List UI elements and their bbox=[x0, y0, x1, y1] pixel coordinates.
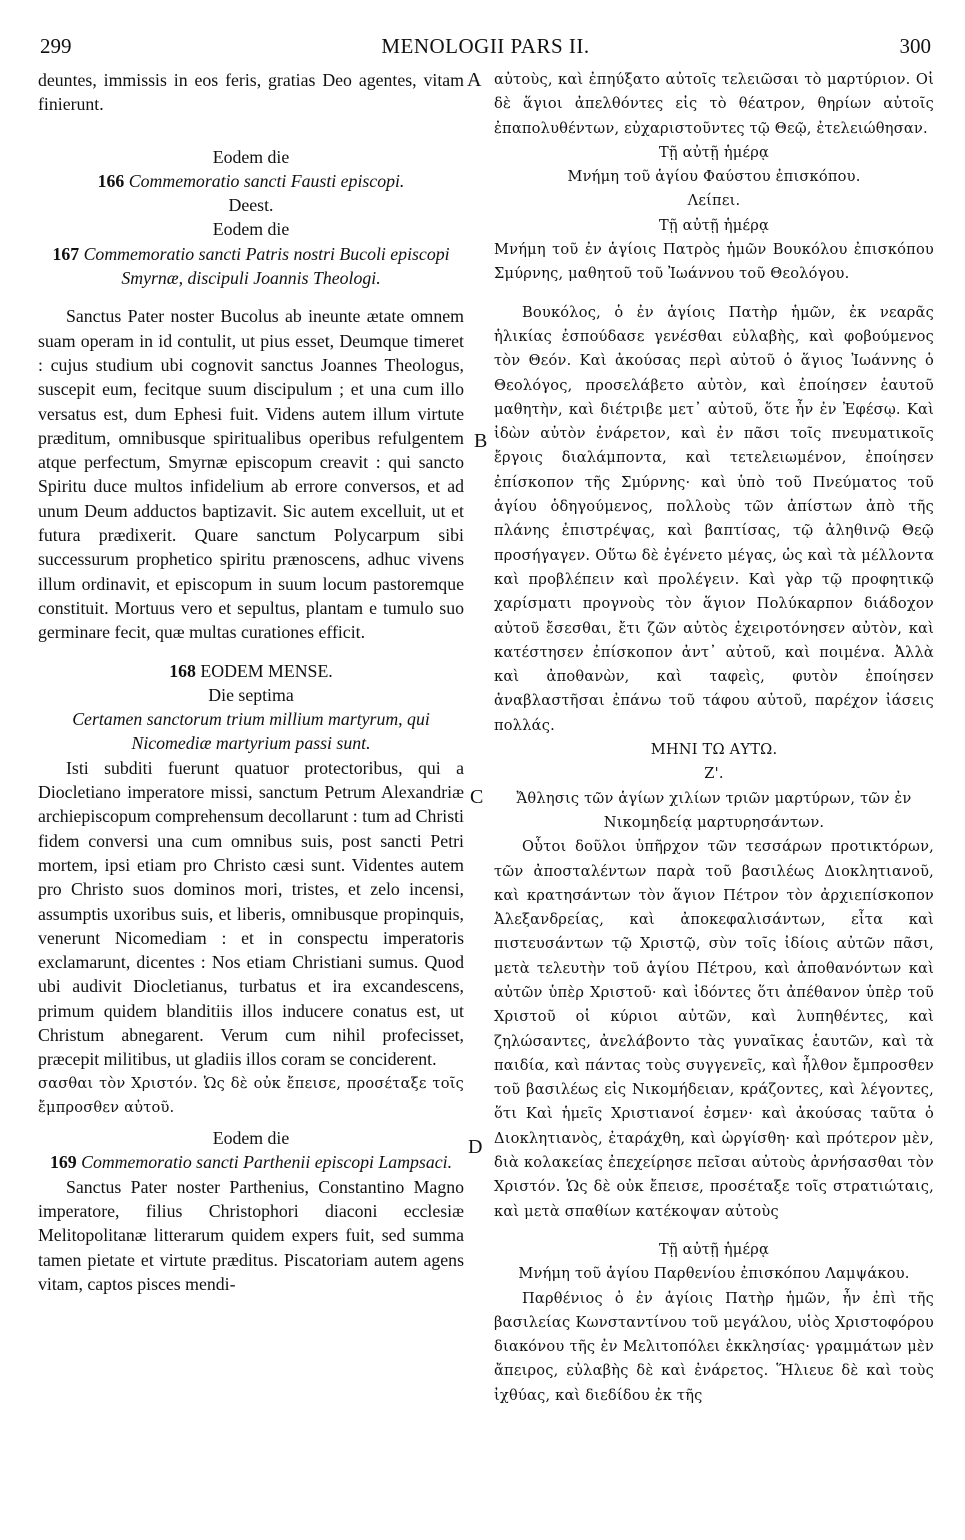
latin-167-text: Sanctus Pater noster Bucolus ab ineunte ætate omnem suam operam in id contulit, ut pius esset, Deumque timeret : cujus studium ubi cognovit sanctus Joannes Theologus, suscepit eum, fecitque suum discipulum ; et una cum illo versatus est, dum Ephesi fuit. Videns autem illum virtute præditum, omnibusque spiritualibus operibus refulgentem atque perfectum, Smyrnæ episcopum creavit : qui sancto Spiritu duce multos infidelium ab errore conversos, et ad unum Deum adductos baptizavit. Sic autem excelluit, ut et futura prædixerit. Quare sanctum Polycarpum sibi successurum prophetico spiritu prænoscens, adhuc vivens illum ordinavit, et episcopum in suum locum pastoremque constituit. Mortuus vero et sepultus, plantam e tumulo suo germinare fecit, quæ multas curationes efficit. bbox=[38, 306, 464, 643]
latin-166-day: Eodem die bbox=[212, 146, 290, 167]
latin-column bbox=[38, 68, 464, 1296]
latin-166-heading bbox=[38, 169, 464, 193]
greek-169-day: Τῇ αὐτῇ ἡμέρᾳ bbox=[658, 1240, 770, 1258]
latin-169-text: Sanctus Pater noster Parthenius, Constantino Magno imperatore, filius Christophori diaconi ecclesiæ Melitopolitanæ litterarum quidem expers fuit, sed summa tamen pietate et virtute præditus. Piscatoriam autem agens vitam, captos pisces mendi- bbox=[38, 1176, 464, 1294]
entry-number-167: 167 bbox=[52, 243, 80, 264]
latin-167-heading bbox=[38, 242, 464, 291]
latin-167-day: Eodem die bbox=[212, 219, 290, 240]
greek-168-text: Οὗτοι δοῦλοι ὑπῆρχον τῶν τεσσάρων προτικτόρων, τῶν ἀποσταλέντων παρὰ τοῦ βασιλέως Διοκλητιανοῦ, καὶ κρατησάντων τὸν ἅγιον Πέτρον τὸν ἀρχιεπίσκοπον Ἀλεξανδρείας, καὶ ἀποκεφαλισάντων, εἶτα καὶ πιστευσάντων τῷ Χριστῷ, σὺν τοῖς ἰδίοις αὐτῶν πᾶσι, μετὰ τελευτὴν τοῦ ἁγίου Πέτρου, καὶ ἀποθανόντων καὶ αὐτῶν ὑπὲρ Χριστοῦ· καὶ ἰδόντες ὅτι ἀπέθανον ὑπὲρ τοῦ Χριστοῦ οἱ κύριοι αὐτῶν, καὶ λυπηθέντες, καὶ ζηλώσαντες, ἀνελάβοντο τὰς γυναῖκας ἑαυτῶν, καὶ τὰ παιδία, καὶ πάντας τοὺς συγγενεῖς, καὶ ἦλθον ἔμπροσθεν τοῦ βασιλέως εἰς Νικομήδειαν, κράζοντες, καὶ λέγοντες, ὅτι Καὶ ἡμεῖς Χριστιανοί ἐσμεν· καὶ ἀκούσας ταῦτα ὁ Διοκλητιανὸς, ἐταράχθη, καὶ ὠργίσθη· καὶ πρότερον μὲν, διὰ κολακείας ἐπεχείρησε πεῖσαι αὐτοὺς ἀρνήσασθαι τὸν Χριστόν. Ὡς δὲ οὐκ ἔπεισε, προσέταξε τοῖς στρατιώταις, καὶ μετὰ σπαθίων κατέκοψαν αὐτοὺς bbox=[494, 838, 934, 1220]
greek-166-day: Τῇ αὐτῇ ἡμέρᾳ bbox=[658, 143, 770, 161]
margin-marker-c: C bbox=[470, 786, 484, 808]
margin-marker-a: A bbox=[467, 69, 482, 91]
latin-168-day: Die septima bbox=[208, 684, 294, 705]
latin-168-title: Certamen sanctorum trium millium martyrum, qui Nicomediæ martyrium passi sunt. bbox=[72, 709, 430, 754]
greek-167-day: Τῇ αὐτῇ ἡμέρᾳ bbox=[658, 216, 770, 234]
greek-spill-line: σασθαι τὸν Χριστόν. Ὡς δὲ οὐκ ἔπεισε, προσέταξε τοῖς ἔμπροσθεν αὐτοῦ. bbox=[38, 1074, 464, 1116]
greek-167-title: Μνήμη τοῦ ἐν ἁγίοις Πατρὸς ἡμῶν Βουκόλου ἐπισκόπου Σμύρνης, μαθητοῦ τοῦ Ἰωάννου τοῦ Θεολόγου. bbox=[494, 241, 934, 283]
latin-168-month: EODEM MENSE. bbox=[200, 660, 333, 681]
greek-168-title: Ἄθλησις τῶν ἁγίων χιλίων τριῶν μαρτύρων, τῶν ἐν Νικομηδείᾳ μαρτυρησάντων. bbox=[516, 789, 912, 831]
latin-168-text: Isti subditi fuerunt quatuor protectoribus, qui a Diocletiano imperatore missi, sanctum Petrum Alexandriæ archiepiscopum comprehensum decollarunt : tum ad Christi fidem conversi una cum omnibus suis, post sancti Petri mortem, ipsi etiam pro Christo cæsi sunt. Videntes autem pro Christo suos dominos mori, tristes, et zelo incensi, assumptis uxoribus suis, et liberis, omnibusque propinquis, venerunt Nicomediam : et in conspectu imperatoris exclamarunt, dicentes : Nos etiam Christiani sumus. Quod ubi audivit Diocletianus, turbatus et ira excandescens, primum quidem blanditiis illos inducere conatus est, ut Christum abnegarent. Verum cum nihil profecisset, præcepit militibus, ut gladiis illos coram se conciderent. bbox=[38, 757, 464, 1070]
greek-169-title: Μνήμη τοῦ ἁγίου Παρθενίου ἐπισκόπου Λαμψάκου. bbox=[518, 1265, 910, 1283]
page-header bbox=[38, 34, 933, 64]
greek-166-deest: Λείπει. bbox=[687, 192, 741, 210]
latin-169-heading bbox=[38, 1150, 464, 1174]
entry-number-169: 169 bbox=[49, 1152, 77, 1173]
greek-166-title: Μνήμη τοῦ ἁγίου Φαύστου ἐπισκόπου. bbox=[567, 168, 861, 186]
page-number-right: 300 bbox=[899, 34, 931, 58]
margin-marker-d: D bbox=[468, 1136, 483, 1158]
greek-169-text: Παρθένιος ὁ ἐν ἁγίοις Πατὴρ ἡμῶν, ἦν ἐπὶ τῆς βασιλείας Κωνσταντίνου τοῦ μεγάλου, υἱὸς Χριστοφόρου διακόνου τῆς ἐν Μελιτοπόλει ἐκκλησίας· γραμμάτων μὲν ἄπειρος, εὐλαβὴς δὲ καὶ ἐνάρετος. Ἥλιευε δὲ καὶ τοὺς ἰχθύας, καὶ διεδίδου ἐκ τῆς bbox=[494, 1289, 934, 1404]
entry-number-166: 166 bbox=[97, 170, 125, 191]
latin-intro: deuntes, immissis in eos feris, gratias Deo agentes, vitam finierunt. bbox=[38, 70, 464, 115]
latin-169-title: Commemoratio sancti Parthenii episcopi Lampsaci. bbox=[81, 1152, 453, 1173]
greek-167-text: Βουκόλος, ὁ ἐν ἁγίοις Πατὴρ ἡμῶν, ἐκ νεαρᾶς ἡλικίας ἐσπούδασε γενέσθαι εὐλαβὴς, καὶ φοβούμενος τὸν Θεόν. Καὶ ἀκούσας περὶ αὐτοῦ ὁ ἅγιος Ἰωάννης ὁ Θεολόγος, προσελάβετο αὐτὸν, καὶ ἐποίησεν ἑαυτοῦ μαθητὴν, καὶ διέτριβε μετ᾽ αὐτοῦ, ὅτε ἦν ἐν Ἐφέσῳ. Καὶ ἰδὼν αὐτὸν ἐνάρετον, καὶ ἐν πᾶσι τοῖς πνευματικοῖς ἔργοις διαλάμποντα, καὶ τετελειωμένον, ἐποίησεν ἐπίσκοπον τῆς Σμύρνης· καὶ ὑπὸ τοῦ Πνεύματος τοῦ ἁγίου ὁδηγούμενος, πολλοὺς τῶν ἀπίστων ἀπὸ τῆς πλάνης ἐπιστρέψας, καὶ βαπτίσας, τῷ ἀληθινῷ Θεῷ προσήγαγεν. Οὕτω δὲ ἐγένετο μέγας, ὡς καὶ τὰ μέλλοντα καὶ προβλέπειν καὶ προλέγειν. Καὶ γὰρ τῷ προφητικῷ χαρίσματι προγνοὺς τὸν ἅγιον Πολύκαρπον διάδοχον αὐτοῦ ἔσεσθαι, ἔτι ζῶν αὐτὸς ἐχειροτόνησεν αὐτὸν, καὶ κατέστησεν ἐπίσκοπον ἀντ᾽ αὐτοῦ, καὶ ποιμένα. Ἀλλὰ καὶ ἀποθανὼν, καὶ ταφεὶς, φυτὸν ἐποίησεν ἀναβλαστῆσαι ἐπάνω τοῦ τάφου αὐτοῦ, παρέχον ἰάσεις πολλάς. bbox=[494, 303, 934, 734]
greek-168-month: ΜΗΝΙ ΤΩ ΑΥΤΩ. bbox=[650, 741, 778, 759]
entry-number-168: 168 bbox=[169, 660, 196, 681]
margin-marker-b: B bbox=[474, 430, 488, 452]
greek-intro: αὐτοὺς, καὶ ἐπηύξατο αὐτοῖς τελειῶσαι τὸ μαρτύριον. Οἱ δὲ ἅγιοι ἀπελθόντες εἰς τὸ θέατρον, θηρίων αὐτοῖς ἐπαπολυθέντων, εὐχαριστοῦντες τῷ Θεῷ, ἐτελειώθησαν. bbox=[494, 71, 934, 137]
latin-166-title: Commemoratio sancti Fausti episcopi. bbox=[128, 170, 405, 191]
greek-column bbox=[494, 68, 934, 1408]
running-title: MENOLOGII PARS II. bbox=[381, 34, 590, 58]
latin-167-title: Commemoratio sancti Patris nostri Bucoli episcopi Smyrnæ, discipuli Joannis Theologi. bbox=[83, 243, 450, 289]
page-number-left: 299 bbox=[40, 34, 72, 58]
latin-169-day: Eodem die bbox=[212, 1128, 290, 1149]
latin-166-deest: Deest. bbox=[228, 195, 274, 216]
greek-168-day: Ζ'. bbox=[704, 765, 724, 783]
latin-168-heading bbox=[38, 659, 464, 683]
